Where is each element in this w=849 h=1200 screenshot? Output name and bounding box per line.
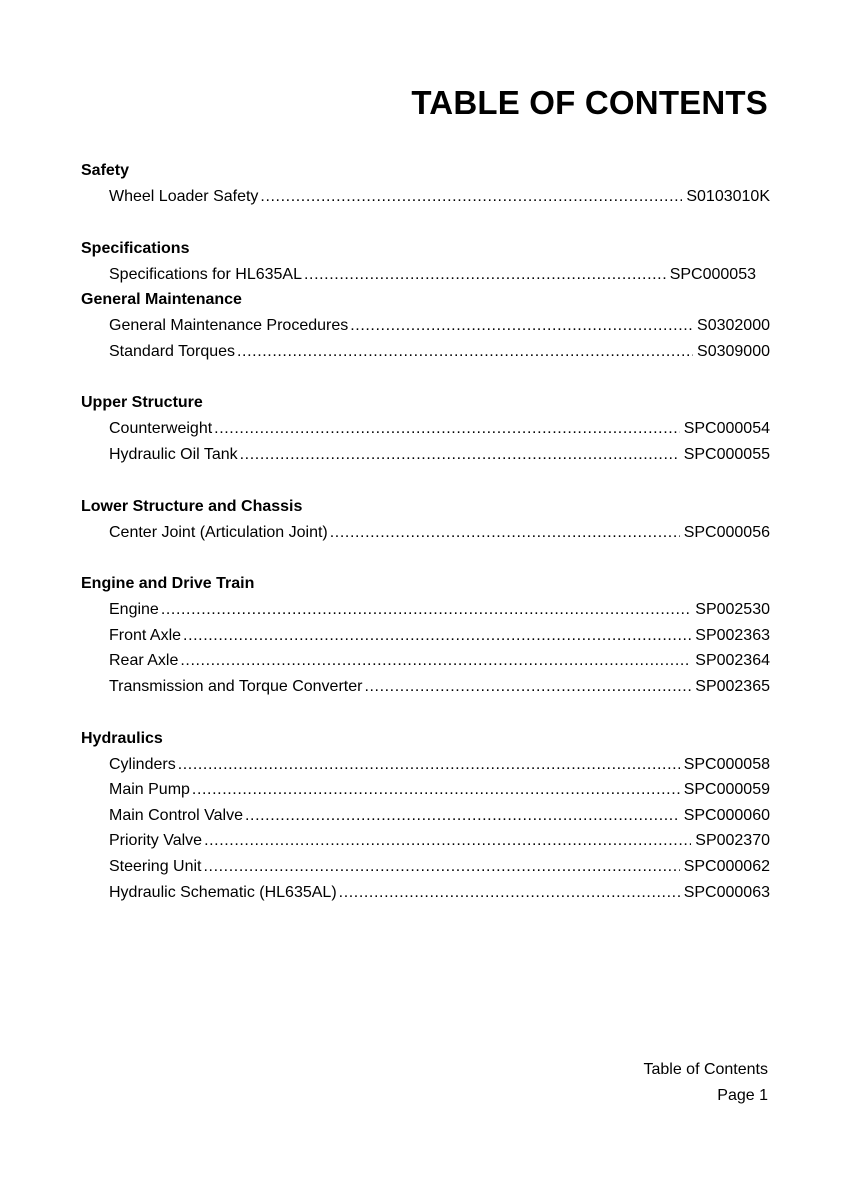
entry-page-ref: SP002530 [695,601,770,619]
toc-entry[interactable] [81,828,770,854]
entry-page-ref: SPC000059 [683,781,770,799]
entry-label: Steering Unit [109,857,202,875]
page-title: TABLE OF CONTENTS [411,84,768,121]
entry-page-ref: S0302000 [697,317,770,335]
dot-leader [192,777,680,803]
entry-page-ref: SPC000054 [683,420,770,438]
dot-leader [304,262,666,288]
section-engine-drive-train [81,571,770,699]
section-title: Lower Structure and Chassis [81,497,303,515]
page-footer [643,1057,768,1109]
toc-entry[interactable] [81,648,770,674]
dot-leader [260,184,682,210]
entry-label: Specifications for HL635AL [109,265,302,283]
section-title: General Maintenance [81,291,242,309]
entry-label: Cylinders [109,755,176,773]
toc-entry[interactable] [81,262,770,288]
entry-label: Wheel Loader Safety [109,188,259,205]
entry-label: Main Control Valve [109,806,243,824]
section-title: Upper Structure [81,394,203,412]
dot-leader [161,597,691,623]
section-lower-structure [81,494,770,546]
section-specifications [81,236,770,288]
entry-page-ref: SPC000056 [683,523,770,541]
dot-leader [330,520,680,546]
dot-leader [364,674,691,700]
dot-leader [180,648,691,674]
entry-page-ref: SPC000060 [683,806,770,824]
entry-page-ref: SPC000055 [683,445,770,463]
dot-leader [214,416,680,442]
section-title: Safety [81,162,130,179]
section-title: Engine and Drive Train [81,575,255,593]
dot-leader [183,623,691,649]
entry-page-ref: SPC000058 [683,755,770,773]
toc-entry[interactable] [81,752,770,778]
toc-entry[interactable] [81,416,770,442]
entry-page-ref: SPC000053 [669,265,756,283]
entry-page-ref: SP002365 [695,677,770,695]
toc-entry[interactable] [81,339,770,365]
toc-entry[interactable] [81,184,770,210]
table-of-contents [81,158,770,931]
toc-entry[interactable] [81,313,770,339]
entry-page-ref: SP002363 [695,626,770,644]
entry-label: Transmission and Torque Converter [109,677,363,695]
section-upper-structure [81,390,770,467]
section-hydraulics [81,726,770,906]
dot-leader [204,854,680,880]
entry-page-ref: SPC000063 [683,883,770,901]
footer-page-number: Page 1 [717,1087,768,1104]
entry-label: Front Axle [109,626,182,644]
section-title: Hydraulics [81,729,163,747]
entry-page-ref: S0309000 [697,342,770,360]
entry-label: Center Joint (Articulation Joint) [109,523,328,541]
entry-page-ref: SPC000062 [683,857,770,875]
entry-page-ref: SP002364 [695,652,770,670]
dot-leader [204,828,691,854]
dot-leader [178,752,680,778]
section-title: Specifications [81,239,190,257]
toc-entry[interactable] [81,442,770,468]
toc-entry[interactable] [81,880,770,906]
entry-label: Hydraulic Oil Tank [109,445,238,463]
entry-label: Hydraulic Schematic (HL635AL) [109,883,337,901]
dot-leader [237,339,693,365]
toc-entry[interactable] [81,623,770,649]
toc-entry[interactable] [81,674,770,700]
dot-leader [245,803,680,829]
dot-leader [240,442,680,468]
toc-entry[interactable] [81,520,770,546]
entry-page-ref: SP002370 [695,832,770,850]
dot-leader [339,880,680,906]
footer-doc-title: Table of Contents [643,1061,768,1078]
entry-label: Priority Valve [109,832,203,850]
entry-label: General Maintenance Procedures [109,317,349,335]
section-safety [81,158,770,210]
toc-entry[interactable] [81,803,770,829]
toc-entry[interactable] [81,777,770,803]
entry-label: Standard Torques [109,342,236,360]
entry-label: Counterweight [109,420,213,438]
toc-entry[interactable] [81,597,770,623]
entry-label: Engine [109,601,159,619]
entry-label: Rear Axle [109,652,179,670]
entry-label: Main Pump [109,781,190,799]
section-general-maintenance [81,287,770,364]
dot-leader [350,313,693,339]
toc-entry[interactable] [81,854,770,880]
entry-page-ref: S0103010K [686,188,770,205]
